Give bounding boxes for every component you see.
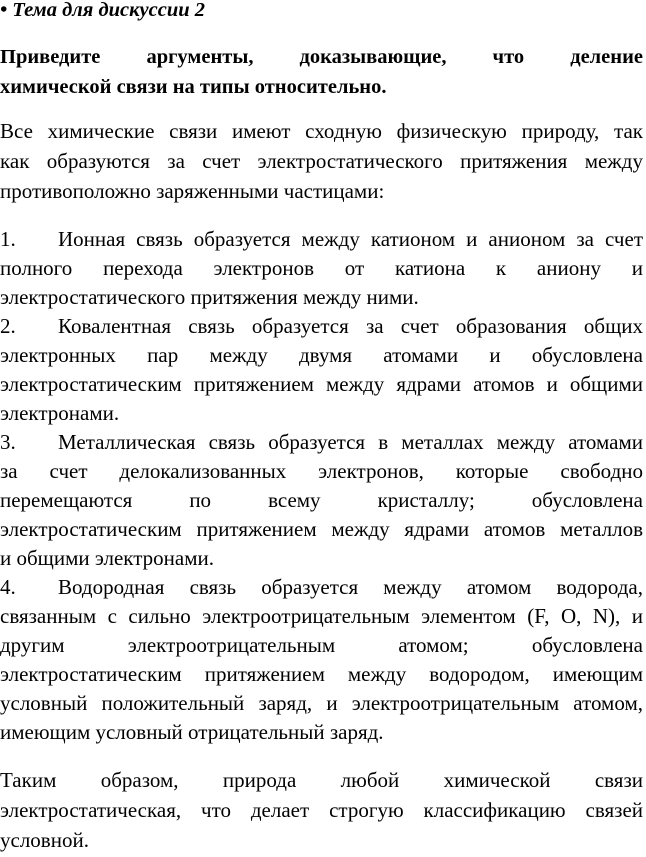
discussion-topic-heading: • Тема для дискуссии 2 (0, 0, 205, 21)
question-line-1: Приведите аргументы, доказывающие, что деление (0, 46, 643, 68)
list-item-line: электронами. (0, 401, 120, 425)
list-item-number: 1. (0, 227, 16, 251)
list-item-text: Металлическая связь образуется в металлах между атомами (58, 430, 643, 454)
list-item-line: электростатического притяжения между ними. (0, 285, 419, 309)
intro-line-3: противоположно заряженными частицами: (0, 179, 385, 203)
list-item-number: 2. (0, 314, 16, 338)
conclusion-line-3: условной. (0, 828, 89, 852)
list-item-line: другим электроотрицательным атомом; обусловлена (0, 633, 643, 657)
list-item-line: электростатическим притяжением между ядрами атомов и общими (0, 372, 643, 396)
list-item-line: электростатическим притяжением между водородом, имеющим (0, 662, 643, 686)
list-item-line: условный положительный заряд, и электроотрицательным атомом, (0, 691, 643, 715)
list-item-number: 4. (0, 575, 16, 599)
list-item-text: Ионная связь образуется между катионом и анионом за счет (58, 227, 643, 251)
list-item-line: связанным с сильно электроотрицательным элементом (F, O, N), и (0, 604, 643, 628)
question-line-2: химической связи на типы относительно. (0, 76, 387, 98)
conclusion-line-1: Таким образом, природа любой химической связи (0, 768, 643, 792)
intro-line-2: как образуются за счет электростатического притяжения между (0, 149, 643, 173)
list-item-text: Водородная связь образуется между атомом водорода, (58, 575, 643, 599)
intro-line-1: Все химические связи имеют сходную физическую природу, так (0, 119, 643, 143)
list-item-line: имеющим условный отрицательный заряд. (0, 720, 384, 744)
list-item-line: электростатическим притяжением между ядрами атомов металлов (0, 517, 643, 541)
list-item-line (0, 225, 643, 254)
list-item-line (0, 428, 643, 457)
list-item-line (0, 312, 643, 341)
list-item-line: за счет делокализованных электронов, которые свободно (0, 459, 643, 483)
list-item-line: электронных пар между двумя атомами и обусловлена (0, 343, 643, 367)
list-item-text: Ковалентная связь образуется за счет образования общих (58, 314, 643, 338)
list-item-line: перемещаются по всему кристаллу; обусловлена (0, 488, 643, 512)
list-item-line: полного перехода электронов от катиона к аниону и (0, 256, 643, 280)
conclusion-line-2: электростатическая, что делает строгую классификацию связей (0, 798, 643, 822)
list-item-number: 3. (0, 430, 16, 454)
list-item-line (0, 573, 643, 602)
list-item-line: и общими электронами. (0, 546, 214, 570)
